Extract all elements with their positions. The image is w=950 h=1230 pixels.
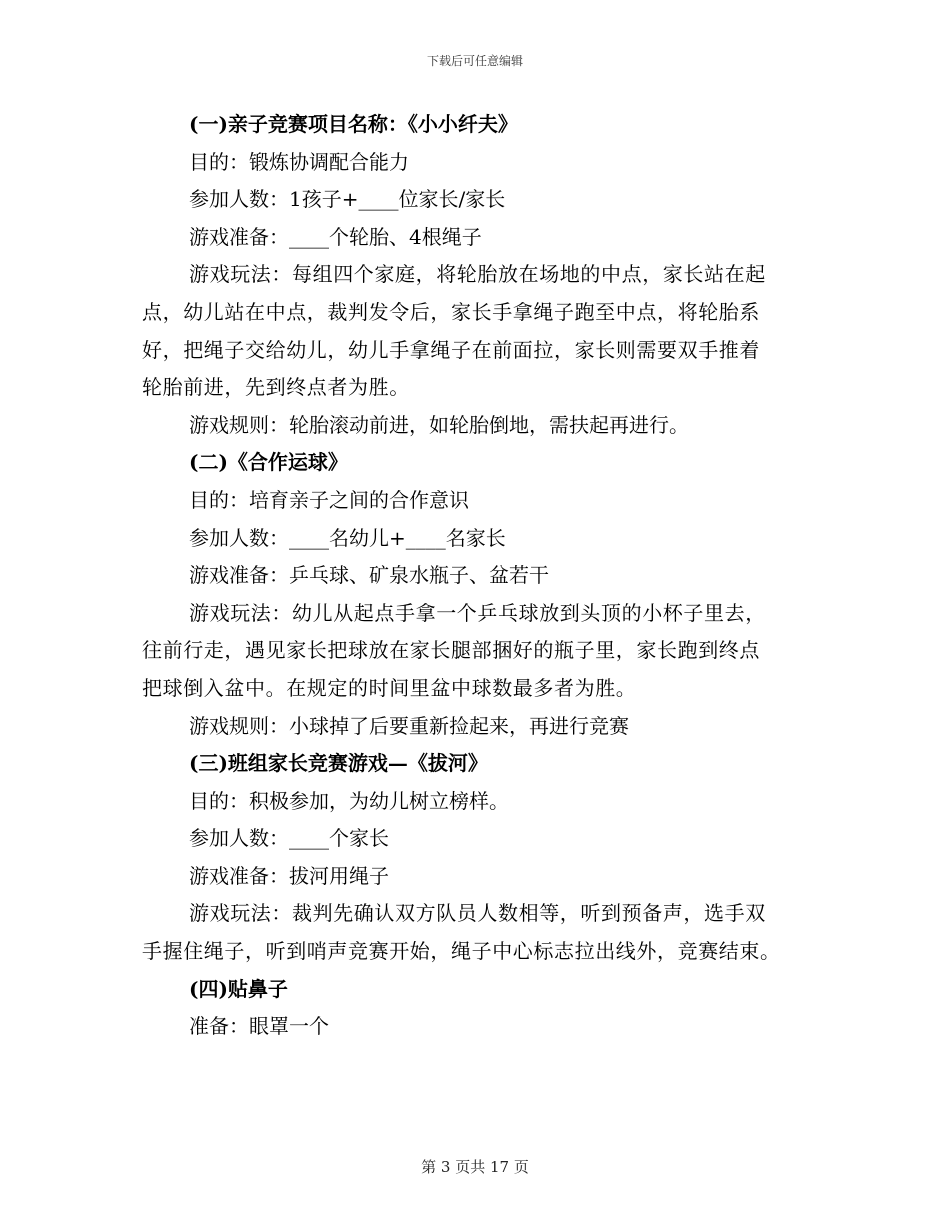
section-heading: (三)班组家长竞赛游戏—《拔河》: [189, 751, 488, 776]
preparation-line: 游戏准备：拔河用绳子: [189, 863, 389, 888]
purpose-line: 目的：积极参加，为幼儿树立榜样。: [189, 788, 509, 813]
rule-line: 游戏规则：小球掉了后要重新捡起来，再进行竞赛: [189, 713, 629, 738]
play-line: 游戏玩法：幼儿从起点手拿一个乒乓球放到头顶的小杯子里去，: [189, 600, 766, 625]
section-heading: (一)亲子竞赛项目名称：《小小纤夫》: [189, 112, 518, 136]
section-heading: (二)《合作运球》: [189, 450, 348, 475]
play-line: 往前行走，遇见家长把球放在家长腿部捆好的瓶子里，家长跑到终点: [142, 638, 760, 663]
purpose-line: 目的：锻炼协调配合能力: [189, 149, 409, 174]
play-line: 点，幼儿站在中点，裁判发令后，家长手拿绳子跑至中点，将轮胎系: [142, 299, 760, 324]
section-heading: (四)贴鼻子: [189, 976, 288, 1001]
participants-line: 参加人数：____名幼儿+____名家长: [189, 525, 506, 550]
play-line: 把球倒入盆中。在规定的时间里盆中球数最多者为胜。: [142, 675, 637, 700]
preparation-line: 游戏准备：____个轮胎、4根绳子: [189, 224, 482, 249]
play-line: 好，把绳子交给幼儿，幼儿手拿绳子在前面拉，家长则需要双手推着: [142, 337, 760, 362]
preparation-line: 准备：眼罩一个: [189, 1014, 329, 1039]
play-line: 手握住绳子，听到哨声竞赛开始，绳子中心标志拉出线外，竞赛结束。: [142, 939, 781, 964]
preparation-line: 游戏准备：乒乓球、矿泉水瓶子、盆若干: [189, 563, 549, 588]
rule-line: 游戏规则：轮胎滚动前进，如轮胎倒地，需扶起再进行。: [189, 412, 689, 437]
document-body: [142, 106, 810, 1046]
page-footer: 第 3 页共 17 页: [421, 1158, 529, 1176]
play-line: 轮胎前进，先到终点者为胜。: [142, 375, 410, 400]
page-header: 下载后可任意编辑: [426, 54, 523, 68]
purpose-line: 目的：培育亲子之间的合作意识: [189, 487, 469, 512]
play-line: 游戏玩法：裁判先确认双方队员人数相等，听到预备声，选手双: [189, 901, 766, 926]
play-line: 游戏玩法：每组四个家庭，将轮胎放在场地的中点，家长站在起: [189, 262, 766, 287]
participants-line: 参加人数：1孩子+____位家长/家长: [189, 187, 506, 212]
participants-line: 参加人数：____个家长: [189, 826, 389, 851]
